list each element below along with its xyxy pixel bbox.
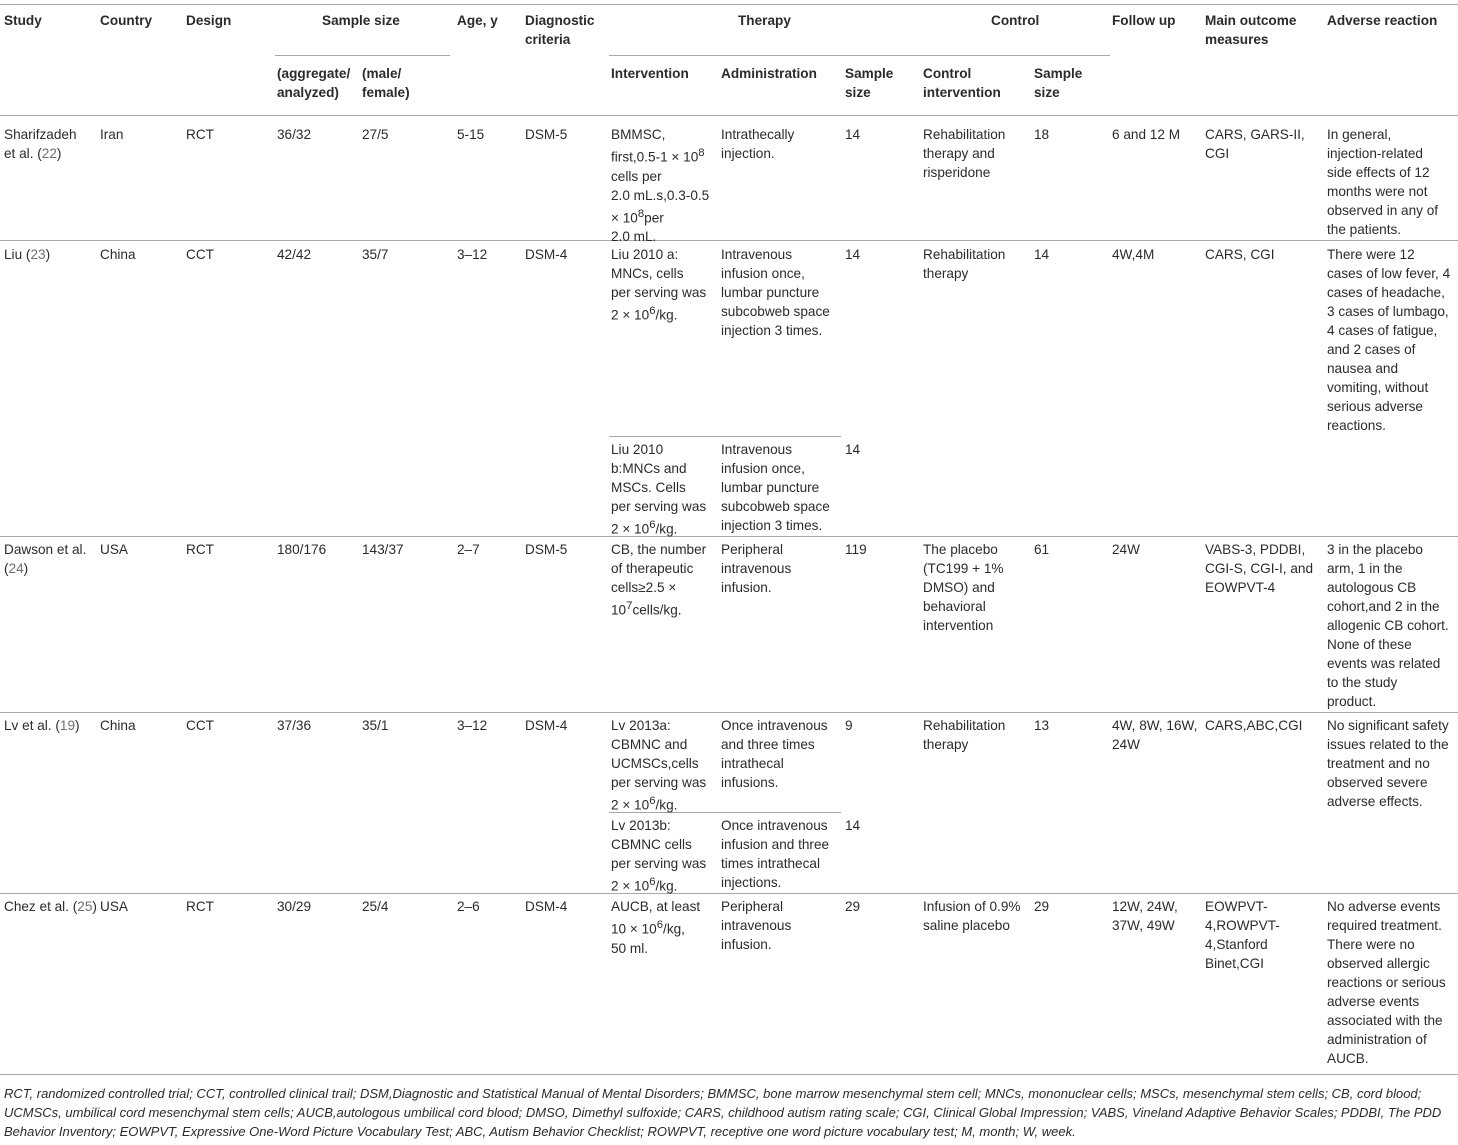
header-diagnostic: Diagnostic criteria [525, 13, 595, 47]
design-cell: CCT [186, 247, 214, 262]
header-intervention: Intervention [611, 66, 689, 81]
age-cell: 5-15 [457, 127, 485, 142]
outcome-cell: CARS, GARS-II, CGI [1205, 127, 1305, 161]
header-adverse: Adverse reaction [1327, 13, 1438, 28]
header-administration: Administration [721, 66, 817, 81]
follow-up-cell: 12W, 24W, 37W, 49W [1112, 899, 1178, 933]
citation-link[interactable]: 25 [77, 899, 93, 914]
diagnostic-cell: DSM-4 [525, 247, 568, 262]
table-bottom-rule [0, 1074, 1458, 1075]
male-female-cell: 35/1 [362, 718, 389, 733]
aggregate-cell: 37/36 [277, 718, 312, 733]
male-female-cell: 35/7 [362, 247, 389, 262]
header-follow-up: Follow up [1112, 13, 1176, 28]
diagnostic-cell: DSM-4 [525, 899, 568, 914]
aggregate-cell: 42/42 [277, 247, 312, 262]
control-sample-cell: 18 [1034, 127, 1050, 142]
intervention-cell: BMMSC, first,0.5-1 × $10^8$ cells per 2.0 mL.s,0.3-0.5 × $10^8per$ 2.0 mL. [611, 127, 710, 245]
administration-cell: Peripheral intravenous infusion. [721, 542, 792, 595]
header-bottom-rule [0, 115, 1458, 116]
diagnostic-cell: DSM-5 [525, 127, 568, 142]
country-cell: China [100, 718, 136, 733]
header-study: Study [4, 13, 42, 28]
row-rule [609, 436, 841, 437]
aggregate-cell: 180/176 [277, 542, 327, 557]
outcome-cell: CARS, CGI [1205, 247, 1275, 262]
control-intervention-cell: Infusion of 0.9% saline placebo [923, 899, 1021, 933]
male-female-cell: 25/4 [362, 899, 389, 914]
intervention-cell: Lv 2013b: CBMNC cells per serving was $2 \times 10^6/kg$. [611, 818, 707, 894]
study-cell: Liu (23) [4, 247, 51, 262]
citation-link[interactable]: 19 [59, 718, 76, 733]
design-cell: RCT [186, 542, 214, 557]
row-rule [0, 240, 1458, 241]
therapy-sample-cell: 119 [845, 542, 867, 557]
administration-cell: Peripheral intravenous infusion. [721, 899, 792, 952]
control-sample-cell: 61 [1034, 542, 1050, 557]
control-intervention-cell: Rehabilitation therapy and risperidone [923, 127, 1006, 180]
country-cell: China [100, 247, 136, 262]
aggregate-cell: 36/32 [277, 127, 312, 142]
intervention-cell: CB, the number of therapeutic cells≥2.5 × $10^7cells/kg$. [611, 542, 707, 618]
therapy-sample-cell: 29 [845, 899, 861, 914]
control-intervention-cell: The placebo (TC199 + 1% DMSO) and behavioral intervention [923, 542, 1004, 633]
table-footnote: RCT, randomized controlled trial; CCT, controlled clinical trail; DSM,Diagnostic and Statistical Manual of Mental Disorders; BMMSC, bone marrow mesenchymal stem cell; MNCs, mononuclear cells; MSCs, mesenchymal stem cells; CB, cord blood; UCMSCs, umbilical cord mesenchymal stem cells; AUCB,autologous umbilical cord blood; DMSO, Dimethyl sulfoxide; CARS, childhood autism rating scale; CGI, Clinical Global Impression; VABS, Vineland Adaptive Behavior Scales; PDDBI, The PDD Behavior Inventory; EOWPVT, Expressive One-Word Picture Vocabulary Test; ABC, Autism Behavior Checklist; ROWPVT, receptive one word picture vocabulary test; M, month; W, week. [4, 1086, 1442, 1139]
diagnostic-cell: DSM-4 [525, 718, 568, 733]
row-rule [0, 536, 1458, 537]
administration-cell: Intravenous infusion once, lumbar puncture subcobweb space injection 3 times. [721, 442, 830, 533]
control-intervention-cell: Rehabilitation therapy [923, 247, 1006, 281]
row-rule [0, 712, 1458, 713]
adverse-cell: No significant safety issues related to the treatment and no observed severe adverse effects. [1327, 718, 1449, 809]
design-cell: RCT [186, 899, 214, 914]
design-cell: RCT [186, 127, 214, 142]
follow-up-cell: 24W [1112, 542, 1140, 557]
age-cell: 2–6 [457, 899, 480, 914]
adverse-cell: In general, injection-related side effects of 12 months were not observed in any of the patients. [1327, 127, 1439, 237]
header-therapy: Therapy [738, 13, 791, 28]
study-cell: Sharifzadeh et al. (22) [4, 127, 77, 161]
header-country: Country [100, 13, 153, 28]
control-sample-cell: 13 [1034, 718, 1050, 733]
age-cell: 3–12 [457, 247, 488, 262]
administration-cell: Once intravenous infusion and three times intrathecal injections. [721, 818, 830, 890]
header-control-rule [921, 55, 1110, 56]
aggregate-cell: 30/29 [277, 899, 312, 914]
header-design: Design [186, 13, 232, 28]
study-cell: Chez et al. (25) [4, 899, 97, 914]
follow-up-cell: 6 and 12 M [1112, 127, 1181, 142]
administration-cell: Intravenous infusion once, lumbar puncture subcobweb space injection 3 times. [721, 247, 830, 338]
header-male-female: (male/ female) [362, 66, 410, 100]
header-sample-rule [275, 55, 450, 56]
therapy-sample-cell: 14 [845, 818, 861, 833]
adverse-cell: 3 in the placebo arm, 1 in the autologous CB cohort,and 2 in the allogenic CB cohort. None of these events was related to the study product. [1327, 542, 1449, 709]
row-rule [0, 893, 1458, 894]
outcome-cell: EOWPVT- 4,ROWPVT- 4,Stanford Binet,CGI [1205, 899, 1280, 971]
header-control-intervention: Control intervention [923, 66, 1001, 100]
header-control: Control [991, 13, 1040, 28]
male-female-cell: 143/37 [362, 542, 404, 557]
control-sample-cell: 14 [1034, 247, 1050, 262]
age-cell: 3–12 [457, 718, 488, 733]
adverse-cell: No adverse events required treatment. There were no observed allergic reactions or serious adverse events associated with the administration of AUCB. [1327, 899, 1446, 1066]
citation-link[interactable]: 22 [41, 146, 57, 161]
country-cell: USA [100, 899, 128, 914]
control-intervention-cell: Rehabilitation therapy [923, 718, 1006, 752]
header-control-sample: Sample size [1034, 66, 1083, 100]
header-therapy-sample: Sample size [845, 66, 894, 100]
table-top-rule [0, 4, 1458, 5]
intervention-cell: Liu 2010 a: MNCs, cells per serving was $2 \times 10^6/kg$. [611, 247, 707, 323]
country-cell: Iran [100, 127, 124, 142]
therapy-sample-cell: 9 [845, 718, 853, 733]
header-outcome: Main outcome measures [1205, 13, 1297, 47]
header-therapy-rule [609, 55, 921, 56]
citation-link[interactable]: 23 [30, 247, 46, 262]
intervention-cell: Liu 2010 b:MNCs and MSCs. Cells per serving was $2 \times 10^6/kg$. [611, 442, 707, 537]
diagnostic-cell: DSM-5 [525, 542, 568, 557]
country-cell: USA [100, 542, 128, 557]
therapy-sample-cell: 14 [845, 247, 861, 262]
citation-link[interactable]: 24 [8, 561, 24, 576]
study-cell: Lv et al. (19) [4, 718, 80, 733]
follow-up-cell: 4W, 8W, 16W, 24W [1112, 718, 1198, 752]
study-cell: Dawson et al. (24) [4, 542, 87, 576]
outcome-cell: VABS-3, PDDBI, CGI-S, CGI-I, and EOWPVT-4 [1205, 542, 1314, 595]
administration-cell: Intrathecally injection. [721, 127, 795, 161]
intervention-cell: Lv 2013a: CBMNC and UCMSCs,cells per serving was $2 \times 10^6/kg$. [611, 718, 707, 813]
male-female-cell: 27/5 [362, 127, 389, 142]
header-sample-size: Sample size [322, 13, 400, 28]
header-aggregate: (aggregate/ analyzed) [277, 66, 351, 100]
therapy-sample-cell: 14 [845, 127, 861, 142]
follow-up-cell: 4W,4M [1112, 247, 1155, 262]
intervention-cell: AUCB, at least $10 \times 10^6/kg$, 50 ml. [611, 899, 701, 956]
administration-cell: Once intravenous and three times intrathecal infusions. [721, 718, 828, 790]
age-cell: 2–7 [457, 542, 480, 557]
design-cell: CCT [186, 718, 214, 733]
header-age: Age, y [457, 13, 498, 28]
adverse-cell: There were 12 cases of low fever, 4 cases of headache, 3 cases of lumbago, 4 cases of fatigue, and 2 cases of nausea and vomiting, without serious adverse reactions. [1327, 247, 1451, 433]
control-sample-cell: 29 [1034, 899, 1050, 914]
outcome-cell: CARS,ABC,CGI [1205, 718, 1303, 733]
therapy-sample-cell: 14 [845, 442, 861, 457]
